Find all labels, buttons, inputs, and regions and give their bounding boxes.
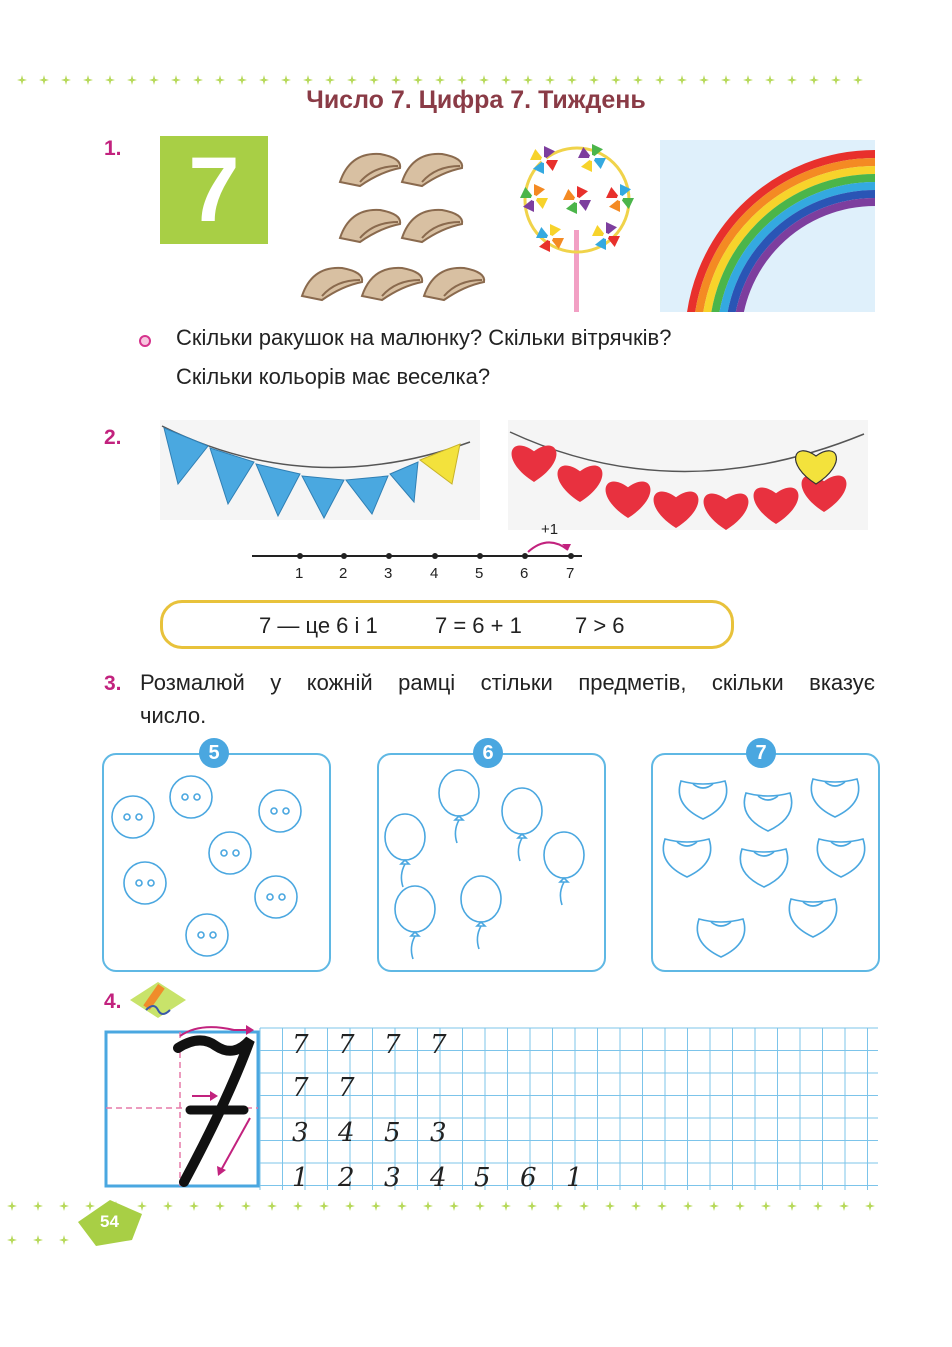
pencil-icon	[128, 980, 188, 1020]
task-1-number: 1.	[104, 137, 122, 160]
copybook-digit: 5	[474, 1163, 491, 1193]
number-line	[250, 530, 590, 570]
copybook-digit: 1	[566, 1163, 583, 1193]
number-line-tick: 1	[295, 565, 304, 582]
copybook-digit: 3	[384, 1163, 401, 1193]
rainbow-illustration	[660, 140, 875, 312]
number-line-tick: 3	[384, 565, 393, 582]
copybook-digit: 7	[338, 1073, 355, 1103]
task-3-text-line-2: число.	[140, 703, 207, 728]
copybook-digit: 2	[338, 1163, 355, 1193]
equation-text: 7 — це 6 і 1	[259, 613, 378, 638]
hearts-outline-illustration	[651, 753, 876, 968]
frame-count-badge: 7	[746, 738, 776, 768]
copybook-digit: 7	[338, 1030, 355, 1060]
equation-text: 7 = 6 + 1	[435, 613, 522, 638]
copybook-digit: 3	[292, 1118, 309, 1148]
page-number: 54	[100, 1212, 119, 1231]
flag-garland-illustration	[160, 420, 480, 520]
task-4-number: 4.	[104, 990, 122, 1013]
copybook-digit: 1	[292, 1163, 309, 1193]
copybook-digit: 3	[430, 1118, 447, 1148]
frame-count-badge: 5	[199, 738, 229, 768]
buttons-outline-illustration	[102, 753, 327, 968]
page-title: Число 7. Цифра 7. Тиждень	[306, 86, 646, 114]
number-line-step-label: +1	[541, 521, 559, 538]
copybook-digit: 6	[520, 1163, 537, 1193]
number-line-tick: 5	[475, 565, 484, 582]
number-line-tick: 4	[430, 565, 439, 582]
pinwheels-illustration	[514, 140, 644, 315]
task-2-number: 2.	[104, 426, 122, 449]
decorative-star-line-bottom	[0, 1196, 952, 1256]
digit-7-writing-sample	[104, 1030, 259, 1190]
equation-text: 7 > 6	[575, 613, 625, 638]
balloons-outline-illustration	[377, 753, 602, 968]
big-digit-card: 7	[160, 136, 268, 244]
question-bullet	[139, 335, 151, 347]
number-line-tick: 6	[520, 565, 529, 582]
copybook-digit: 4	[430, 1163, 447, 1193]
copybook-digit: 7	[292, 1030, 309, 1060]
task-1-question-line-2: Скільки кольорів має веселка?	[176, 364, 491, 389]
copybook-digit: 7	[292, 1073, 309, 1103]
task-3-number: 3.	[104, 672, 122, 695]
frame-count-badge: 6	[473, 738, 503, 768]
copybook-digit: 4	[338, 1118, 355, 1148]
seashells-illustration	[300, 142, 500, 307]
task-3-text-line-1: Розмалюй у кожній рамці стільки предметів, скільки вказує	[140, 670, 875, 695]
number-line-tick: 2	[339, 565, 348, 582]
copybook-digit: 7	[384, 1030, 401, 1060]
copybook-digit: 7	[430, 1030, 447, 1060]
task-1-question-line-1: Скільки ракушок на малюнку? Скільки вітрячків?	[176, 325, 672, 350]
equation-box	[160, 600, 734, 649]
number-line-tick: 7	[566, 565, 575, 582]
copybook-digit: 5	[384, 1118, 401, 1148]
heart-garland-illustration	[508, 420, 868, 530]
